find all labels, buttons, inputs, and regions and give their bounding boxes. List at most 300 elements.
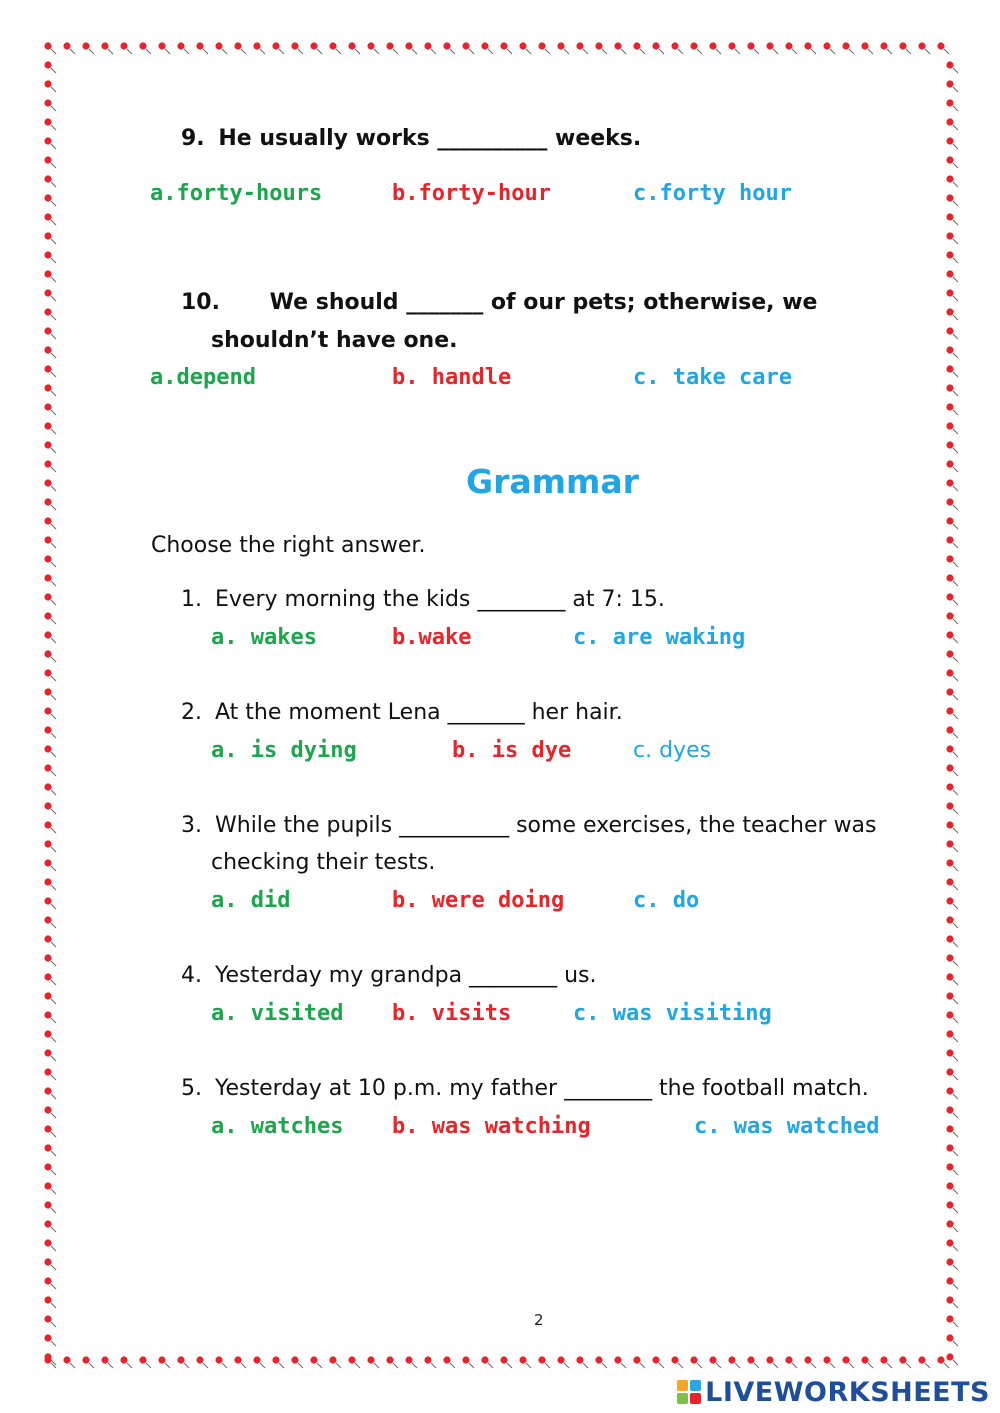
border-dot (946, 612, 953, 619)
border-dot-tail (298, 1363, 303, 1368)
border-dot (861, 42, 868, 49)
border-dot (918, 42, 925, 49)
page-number: 2 (534, 1311, 544, 1329)
border-dot (44, 156, 51, 163)
border-dot-tail (953, 999, 958, 1004)
border-dot-tail (953, 1208, 958, 1213)
border-dot (44, 1068, 51, 1075)
border-dot (44, 1163, 51, 1170)
border-dot (272, 1356, 279, 1363)
border-dot (177, 1356, 184, 1363)
border-dot (329, 42, 336, 49)
option-a[interactable]: a. wakes (211, 625, 317, 650)
option-b[interactable]: b.forty-hour (392, 181, 551, 206)
question-number: 3. (181, 813, 202, 838)
border-dot (44, 327, 51, 334)
border-dot (557, 1356, 564, 1363)
border-dot-tail (953, 847, 958, 852)
border-dot (481, 1356, 488, 1363)
border-dot (899, 42, 906, 49)
border-dot-tail (697, 49, 702, 54)
border-dot (946, 80, 953, 87)
border-dot-tail (51, 714, 56, 719)
border-dot (44, 460, 51, 467)
border-dot-tail (355, 1363, 360, 1368)
border-dot-tail (735, 1363, 740, 1368)
border-dot-tail (51, 505, 56, 510)
border-dot (946, 1315, 953, 1322)
border-dot-tail (51, 448, 56, 453)
border-dot (44, 612, 51, 619)
border-dot (462, 1356, 469, 1363)
border-dot (44, 631, 51, 638)
border-dot (44, 821, 51, 828)
border-dot-tail (127, 49, 132, 54)
border-dot (44, 973, 51, 980)
border-dot-tail (184, 49, 189, 54)
section-title: Grammar (466, 462, 639, 501)
border-dot (44, 1296, 51, 1303)
border-dot (595, 42, 602, 49)
border-dot (253, 1356, 260, 1363)
border-dot-tail (830, 1363, 835, 1368)
border-dot (946, 232, 953, 239)
border-dot (946, 1106, 953, 1113)
border-dot-tail (108, 1363, 113, 1368)
border-dot-tail (89, 49, 94, 54)
question-text-line2: shouldn’t have one. (211, 328, 458, 353)
border-dot (946, 137, 953, 144)
border-dot-tail (51, 524, 56, 529)
border-dot-tail (488, 49, 493, 54)
option-b[interactable]: b.wake (392, 625, 472, 650)
border-dot-tail (51, 999, 56, 1004)
border-dot-tail (51, 1284, 56, 1289)
border-dot-tail (51, 638, 56, 643)
border-dot-tail (602, 49, 607, 54)
border-dot-tail (953, 334, 958, 339)
border-dot (44, 707, 51, 714)
border-dot (785, 42, 792, 49)
border-dot-tail (336, 1363, 341, 1368)
option-c[interactable]: c. was watched (694, 1114, 880, 1139)
border-dot (44, 1258, 51, 1265)
option-c[interactable]: c. dyes (633, 738, 712, 763)
border-dot-tail (51, 657, 56, 662)
border-dot (595, 1356, 602, 1363)
question-text: He usually works __________ weeks. (218, 126, 642, 151)
border-dot (633, 1356, 640, 1363)
border-dot (946, 251, 953, 258)
border-dot-tail (953, 771, 958, 776)
border-dot-tail (953, 695, 958, 700)
border-dot-tail (431, 1363, 436, 1368)
border-dot-tail (51, 942, 56, 947)
border-dot (946, 593, 953, 600)
border-dot (946, 1068, 953, 1075)
border-dot (44, 669, 51, 676)
border-dot-tail (773, 49, 778, 54)
border-dot (44, 308, 51, 315)
border-dot (946, 441, 953, 448)
border-dot-tail (887, 1363, 892, 1368)
border-dot (44, 1030, 51, 1037)
border-dot-tail (222, 49, 227, 54)
border-dot (946, 992, 953, 999)
border-dot (946, 327, 953, 334)
border-dot (234, 1356, 241, 1363)
border-dot-tail (165, 1363, 170, 1368)
border-dot-tail (51, 163, 56, 168)
border-dot (946, 175, 953, 182)
border-dot (918, 1356, 925, 1363)
border-dot-tail (602, 1363, 607, 1368)
border-dot (937, 1356, 944, 1363)
border-dot-tail (89, 1363, 94, 1368)
border-dot-tail (51, 334, 56, 339)
border-dot-tail (51, 961, 56, 966)
border-dot-tail (51, 1189, 56, 1194)
border-dot (310, 42, 317, 49)
border-dot (158, 1356, 165, 1363)
border-dot (386, 1356, 393, 1363)
border-dot (386, 42, 393, 49)
border-dot-tail (953, 467, 958, 472)
option-a[interactable]: a.forty-hours (150, 181, 323, 206)
border-dot-tail (953, 752, 958, 757)
border-dot (215, 1356, 222, 1363)
border-dot-tail (165, 49, 170, 54)
border-dot (946, 156, 953, 163)
border-dot (500, 1356, 507, 1363)
border-dot (44, 1182, 51, 1189)
border-dot (291, 42, 298, 49)
border-dot-tail (51, 410, 56, 415)
border-dot (946, 688, 953, 695)
border-dot-tail (108, 49, 113, 54)
border-dot-tail (906, 49, 911, 54)
border-dot (63, 1356, 70, 1363)
border-dot-tail (51, 49, 56, 54)
border-dot (946, 403, 953, 410)
border-dot (946, 61, 953, 68)
border-dot-tail (953, 809, 958, 814)
border-dot-tail (953, 600, 958, 605)
border-dot-tail (507, 49, 512, 54)
border-dot-tail (621, 49, 626, 54)
border-dot-tail (127, 1363, 132, 1368)
border-dot-tail (412, 49, 417, 54)
border-dot-tail (393, 49, 398, 54)
question-text: We should _______ of our pets; otherwise, we (269, 290, 818, 315)
border-dot-tail (868, 1363, 873, 1368)
border-dot-tail (51, 562, 56, 567)
border-dot (804, 42, 811, 49)
border-dot (500, 42, 507, 49)
border-dot-tail (953, 353, 958, 358)
option-c[interactable]: c. do (633, 888, 700, 913)
border-dot (44, 688, 51, 695)
border-dot-tail (925, 49, 930, 54)
border-dot-tail (393, 1363, 398, 1368)
border-dot-tail (374, 49, 379, 54)
border-dot-tail (953, 1075, 958, 1080)
question-number: 2. (181, 700, 202, 725)
border-dot (766, 1356, 773, 1363)
border-dot (946, 878, 953, 885)
border-dot-tail (51, 125, 56, 130)
border-dot (946, 289, 953, 296)
border-dot (44, 916, 51, 923)
border-dot (899, 1356, 906, 1363)
border-dot (946, 99, 953, 106)
border-dot-tail (488, 1363, 493, 1368)
border-dot (291, 1356, 298, 1363)
border-dot (44, 175, 51, 182)
border-dot (44, 593, 51, 600)
border-dot (44, 384, 51, 391)
border-dot-tail (953, 676, 958, 681)
border-dot-tail (51, 676, 56, 681)
border-dot-tail (51, 885, 56, 890)
border-dot-tail (51, 1094, 56, 1099)
border-dot (946, 479, 953, 486)
border-dot (367, 1356, 374, 1363)
border-dot (405, 1356, 412, 1363)
option-c[interactable]: c. take care (633, 365, 792, 390)
option-c[interactable]: c.forty hour (633, 181, 792, 206)
border-dot-tail (526, 49, 531, 54)
border-dot (804, 1356, 811, 1363)
border-dot (63, 42, 70, 49)
border-dot (44, 878, 51, 885)
border-dot-tail (51, 790, 56, 795)
border-dot (44, 574, 51, 581)
border-dot-tail (849, 1363, 854, 1368)
border-dot-tail (51, 1113, 56, 1118)
question-number: 4. (181, 963, 202, 988)
border-dot-tail (51, 923, 56, 928)
border-dot-tail (953, 1189, 958, 1194)
border-dot-tail (51, 1170, 56, 1175)
border-dot-tail (953, 277, 958, 282)
border-dot-tail (953, 657, 958, 662)
border-dot-tail (953, 1018, 958, 1023)
border-dot-tail (545, 1363, 550, 1368)
border-dot (538, 1356, 545, 1363)
border-dot (946, 935, 953, 942)
border-dot (44, 1106, 51, 1113)
border-dot (576, 42, 583, 49)
border-dot-tail (355, 49, 360, 54)
border-dot (44, 118, 51, 125)
border-dot (44, 1353, 51, 1360)
border-dot-tail (51, 600, 56, 605)
border-dot-tail (754, 1363, 759, 1368)
border-dot (946, 384, 953, 391)
option-a[interactable]: a. is dying (211, 738, 357, 763)
border-dot (44, 764, 51, 771)
option-a[interactable]: a. watches (211, 1114, 344, 1139)
border-dot-tail (678, 1363, 683, 1368)
border-dot (946, 840, 953, 847)
border-dot (946, 1144, 953, 1151)
question-number: 5. (181, 1076, 202, 1101)
border-dot (215, 42, 222, 49)
border-dot-tail (953, 1170, 958, 1175)
border-dot (861, 1356, 868, 1363)
border-dot-tail (336, 49, 341, 54)
border-dot-tail (260, 49, 265, 54)
border-dot-tail (953, 619, 958, 624)
border-dot (946, 897, 953, 904)
question-text: Yesterday at 10 p.m. my father ________ the football match. (215, 1076, 869, 1101)
border-dot-tail (953, 486, 958, 491)
border-dot (614, 42, 621, 49)
grammar-question-3 (181, 813, 877, 838)
border-dot (44, 1239, 51, 1246)
border-dot-tail (953, 923, 958, 928)
border-dot (946, 1011, 953, 1018)
border-dot (576, 1356, 583, 1363)
border-dot-tail (545, 49, 550, 54)
option-a[interactable]: a.depend (150, 365, 256, 390)
option-b[interactable]: b. handle (392, 365, 512, 390)
border-dot-tail (51, 1303, 56, 1308)
border-dot-tail (811, 1363, 816, 1368)
border-dot (348, 42, 355, 49)
border-dot (519, 42, 526, 49)
border-dot-tail (953, 562, 958, 567)
border-dot-tail (51, 1341, 56, 1346)
border-dot (44, 441, 51, 448)
border-dot (880, 1356, 887, 1363)
border-dot (946, 308, 953, 315)
border-dot-tail (716, 1363, 721, 1368)
border-dot (82, 42, 89, 49)
border-dot (424, 42, 431, 49)
border-dot-tail (51, 239, 56, 244)
border-dot-tail (51, 1208, 56, 1213)
border-dot-tail (450, 1363, 455, 1368)
border-dot-tail (51, 581, 56, 586)
border-dot (842, 42, 849, 49)
border-dot-tail (70, 1363, 75, 1368)
border-dot (310, 1356, 317, 1363)
border-dot (44, 346, 51, 353)
border-dot (946, 631, 953, 638)
border-dot (880, 42, 887, 49)
border-dot (481, 42, 488, 49)
border-dot (101, 42, 108, 49)
border-dot (367, 42, 374, 49)
border-dot (44, 1220, 51, 1227)
border-dot-tail (70, 49, 75, 54)
border-dot (519, 1356, 526, 1363)
border-dot-tail (953, 1265, 958, 1270)
border-dot-tail (953, 581, 958, 586)
question-10 (181, 290, 817, 315)
logo-mark-icon (677, 1380, 701, 1404)
border-dot-tail (754, 49, 759, 54)
border-dot-tail (51, 771, 56, 776)
border-dot (44, 555, 51, 562)
border-dot (946, 1125, 953, 1132)
border-dot-tail (953, 429, 958, 434)
border-dot (614, 1356, 621, 1363)
border-dot-tail (953, 942, 958, 947)
border-dot (946, 1087, 953, 1094)
border-dot (44, 840, 51, 847)
border-dot-tail (953, 391, 958, 396)
border-dot-tail (953, 1113, 958, 1118)
border-dot-tail (51, 1227, 56, 1232)
border-dot-tail (953, 1056, 958, 1061)
border-dot-tail (51, 68, 56, 73)
liveworksheets-logo (677, 1377, 990, 1407)
border-dot-tail (51, 315, 56, 320)
border-dot (937, 42, 944, 49)
border-dot-tail (953, 543, 958, 548)
border-dot-tail (953, 1151, 958, 1156)
border-dot (44, 42, 51, 49)
option-b[interactable]: b. was watching (392, 1114, 591, 1139)
border-dot-tail (953, 1037, 958, 1042)
option-c[interactable]: c. are waking (573, 625, 746, 650)
option-a[interactable]: a. did (211, 888, 291, 913)
border-dot (946, 669, 953, 676)
border-dot-tail (184, 1363, 189, 1368)
border-dot-tail (241, 49, 246, 54)
border-dot (946, 1353, 953, 1360)
border-dot (946, 1201, 953, 1208)
option-c[interactable]: c. was visiting (573, 1001, 772, 1026)
border-dot (44, 270, 51, 277)
border-dot-tail (953, 296, 958, 301)
border-dot (44, 897, 51, 904)
option-a[interactable]: a. visited (211, 1001, 344, 1026)
border-dot (44, 403, 51, 410)
border-dot-tail (51, 201, 56, 206)
border-dot-tail (811, 49, 816, 54)
border-dot-tail (51, 1018, 56, 1023)
border-dot-tail (678, 49, 683, 54)
border-dot-tail (953, 524, 958, 529)
border-dot-tail (450, 49, 455, 54)
option-b[interactable]: b. is dye (452, 738, 572, 763)
border-dot-tail (953, 106, 958, 111)
border-dot (44, 213, 51, 220)
border-dot-tail (51, 277, 56, 282)
border-dot-tail (953, 144, 958, 149)
border-dot (44, 650, 51, 657)
border-dot (120, 42, 127, 49)
option-b[interactable]: b. visits (392, 1001, 512, 1026)
border-dot-tail (953, 1284, 958, 1289)
border-dot (652, 42, 659, 49)
border-dot-tail (51, 752, 56, 757)
border-dot-tail (953, 866, 958, 871)
border-dot (671, 1356, 678, 1363)
border-dot-tail (659, 1363, 664, 1368)
border-dot (44, 859, 51, 866)
border-dot-tail (564, 49, 569, 54)
option-b[interactable]: b. were doing (392, 888, 565, 913)
border-dot (44, 80, 51, 87)
border-dot-tail (735, 49, 740, 54)
border-dot-tail (621, 1363, 626, 1368)
border-dot-tail (146, 1363, 151, 1368)
